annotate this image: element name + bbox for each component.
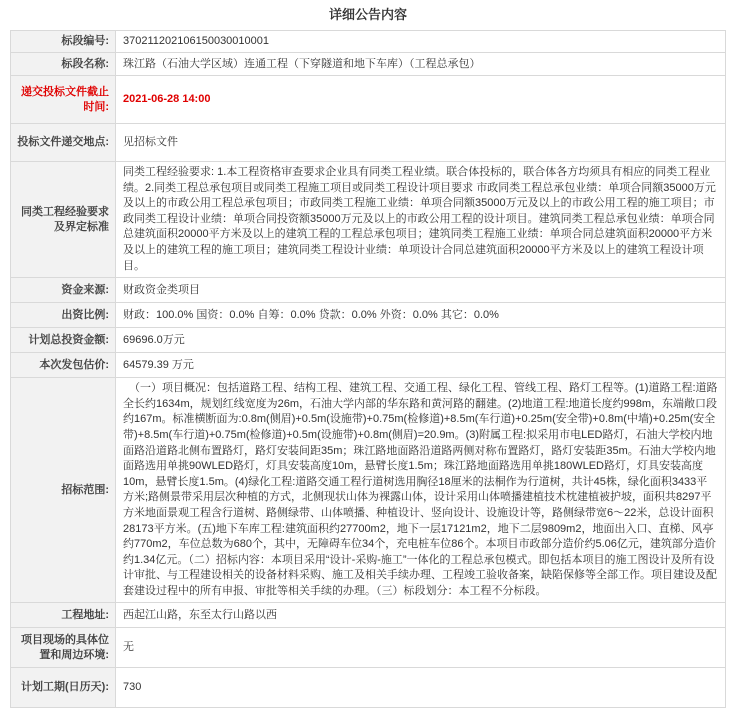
row-value: 财政资金类项目 — [116, 278, 726, 303]
row-value: 同类工程经验要求: 1.本工程资格审查要求企业具有同类工程业绩。联合体投标的，联合体各方均须具有相应的同类工程业绩。2.同类工程总承包项目或同类工程施工项目或同类工程设计项目要求 市政同类工程总承包业绩：单项合同额35000万元及以上的市政公用工程总承包项目；市政同类工程施工业绩：单项合同额35000万元及以上的市政公用工程的施工项目；市政同类工程设计业绩：单项合同投资额35000万元及以上的市政公用工程的设计项目。建筑同类工程总承包业绩：单项合同总建筑面积20000平方米及以上的建筑工程的工程总承包项目；建筑同类工程施工业绩：单项合同总建筑面积20000平方米及以上的建筑工程的施工项目；建筑同类工程设计业绩：单项设计合同总建筑面积20000平方米及以上的建筑工程设计项目。 — [116, 162, 726, 278]
table-row — [11, 278, 726, 303]
row-label: 同类工程经验要求及界定标准 — [11, 162, 116, 278]
table-row — [11, 628, 726, 668]
table-row — [11, 378, 726, 603]
row-label: 出资比例: — [11, 303, 116, 328]
row-label: 招标范围: — [11, 378, 116, 603]
table-row — [11, 31, 726, 53]
row-value: 2021-06-28 14:00 — [116, 76, 726, 124]
table-row — [11, 353, 726, 378]
row-value: 370211202106150030010001 — [116, 31, 726, 53]
row-label: 计划总投资金额: — [11, 328, 116, 353]
row-value: 珠江路（石油大学区域）连通工程（下穿隧道和地下车库）（工程总承包） — [116, 53, 726, 76]
row-value: 64579.39 万元 — [116, 353, 726, 378]
row-label: 工程地址: — [11, 603, 116, 628]
table-row — [11, 603, 726, 628]
row-value: 西起江山路，东至太行山路以西 — [116, 603, 726, 628]
row-label: 项目现场的具体位置和周边环境: — [11, 628, 116, 668]
row-label: 递交投标文件截止时间: — [11, 76, 116, 124]
table-row — [11, 162, 726, 278]
row-label: 资金来源: — [11, 278, 116, 303]
row-value: （一）项目概况：包括道路工程、结构工程、建筑工程、交通工程、绿化工程、管线工程、路灯工程等。(1)道路工程:道路全长约1634m，规划红线宽度为26m，石油大学内部的华东路和黄河路的翻建。(2)地道工程:地道长度约998m，东端敞口段约167m。标准横断面为:0.8m(侧眉)+0.5m(设施带)+0.75m(检修道)+8.5m(车行道)+0.25m(安全带)+0.8m(中墙)+0.25m(安全带)+8.5m(车行道)+0.75m(检修道)+0.5m(设施带)+0.8m(侧眉)=20.9m。(3)附属工程:拟采用市电LED路灯，石油大学校内地面路沿道路北侧布置路灯，路灯安装间距35m；珠江路地面路沿道路两侧对称布置路灯，路灯安装距35m。石油大学校内地面路选用单挑90WLED路灯，灯具安装高度10m，悬臂长度1.5m；珠江路地面路选用单挑180WLED路灯，灯具安装高度10m，悬臂长度1.5m。(4)绿化工程:道路交通工程行道树选用胸径18厘米的法桐作为行道树，共计45株，绿化面积3433平方米;路侧景带采用层次种植的方式，北侧现状山体为裸露山体，设计采用山体喷播建植技术枕建植被护坡，面积共8297平方米地面景观工程含行道树、路侧绿带、山体喷播、种植设计、竖向设计、设施设计等，路侧绿带宽6～22米，总设计面积28173平方米。(五)地下车库工程:建筑面积约27700m2，地下一层17121m2，地下二层9809m2，地面出入口、直梯、风亭约770m2，车位总数为680个，其中，无障碍车位34个，充电桩车位86个。本项目市政部分造价约5.06亿元，建筑部分造价约1.34亿元。（二）招标内容：本项目采用“设计-采购-施工”一体化的工程总承包模式。即包括本项目的施工图设计及所有设计审批、与工程建设相关的设备材料采购、施工及相关手续办理、工程竣工验收备案，缺陷保修等全部工作。项目建设及配套建设过程中的所有申报、审批等相关手续的办理。（三）标段划分：本工程不分标段。 — [116, 378, 726, 603]
table-row — [11, 303, 726, 328]
row-value: 730 — [116, 668, 726, 708]
row-label: 投标文件递交地点: — [11, 124, 116, 162]
page-title: 详细公告内容 — [328, 7, 407, 22]
table-row — [11, 76, 726, 124]
row-label: 标段编号: — [11, 31, 116, 53]
detail-table — [10, 30, 726, 708]
table-row — [11, 124, 726, 162]
row-label: 计划工期(日历天): — [11, 668, 116, 708]
row-value: 69696.0万元 — [116, 328, 726, 353]
row-label: 本次发包估价: — [11, 353, 116, 378]
row-value: 见招标文件 — [116, 124, 726, 162]
row-value: 财政：100.0% 国资：0.0% 自筹：0.0% 贷款：0.0% 外资：0.0% 其它：0.0% — [116, 303, 726, 328]
row-label: 标段名称: — [11, 53, 116, 76]
table-row — [11, 53, 726, 76]
row-value: 无 — [116, 628, 726, 668]
table-row — [11, 668, 726, 708]
table-row — [11, 328, 726, 353]
